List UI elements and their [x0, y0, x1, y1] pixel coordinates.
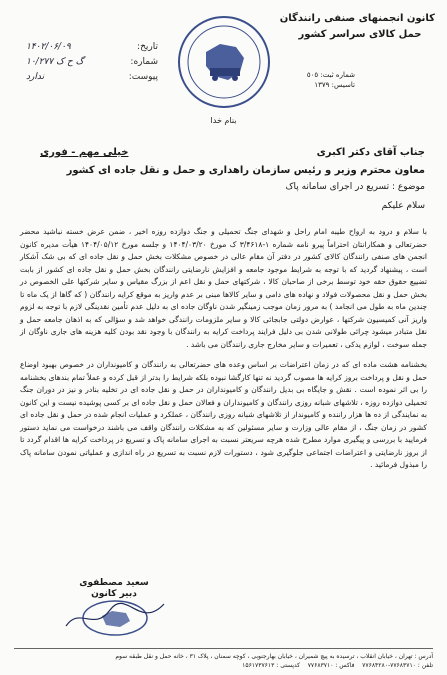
greeting: سلام علیکم	[381, 201, 425, 211]
signer-role: دبیر کانون	[91, 589, 137, 599]
subject-line	[285, 182, 425, 192]
number-label: شماره:	[130, 57, 158, 67]
subject-text: تسریع در اجرای سامانه پاک	[285, 182, 390, 192]
registration-number: شماره ثبت: ٥٠٥	[306, 71, 355, 79]
organization-name-line1: کانون انجمنهای صنفی رانندگان	[279, 13, 435, 24]
number-row	[26, 55, 166, 70]
organization-header	[279, 12, 435, 42]
footer-fax: فاکس : ۷۷۶۸۳۷۱۰	[307, 662, 355, 669]
registration-info	[275, 70, 355, 90]
footer-address: آدرس : تهران ، خیابان انقلاب ، ترسیده به پیچ شمیران ، خیابان بهارجنوبی ، کوچه سمنان ، پلاک ۳۱ ، خانه حمل و نقل طبقه سوم	[115, 653, 433, 660]
attachment-value: ندارد	[26, 72, 45, 82]
organization-name-line2: حمل کالای سراسر کشور	[298, 29, 422, 40]
date-label: تاریخ:	[137, 42, 158, 52]
date-value: ۱۴۰۲/۰۶/۰۹	[26, 42, 71, 52]
body-paragraph: بخشنامه هشت ماده ای که در زمان اعتراضات بر اساس وعده های حضرتعالی به رانندگان و کامیونداران در خصوص بهبود اوضاع حمل و نقل و پرداخت بروز کرایه ها مصوب گردید نه تنها کارگشا نبوده بلکه شرایط را بدتر از قبل کرده و عملاً تمام بندهای بخشنامه را بی اثر نموده است . نقش و جایگاه بی بدیل رانندگان و کامیونداران در حمل و نقل جاده ای در تخلیه بنادر و نیز در دوران جنگ تحمیلی دوازده روزه ، تلاشهای شبانه روزی رانندگان و کامیونداران و فعالان حمل و نقل جاده ای بر کسی پوشیده نیست و این کانون به نمایندگی از ده ها هزار راننده و کامیوندار از تلاشهای شبانه روزی رانندگان ، عملکرد و عملیات انجام شده در حمل و نقل جاده ای کشور در زمان جنگ ، از مقام عالی وزارت و سایر مسئولین که به مشکلات رانندگان واقف می باشند درخواست می نماید دستور فرمایید با بررسی و پیگیری موارد مطرح شده هرچه سریعتر نسبت به اجرای سامانه پاک و تسریع در پرداخت کرایه ها اقدام گردد تا از بروز نارضایتی و اعتراضات اجتماعی جلوگیری شود ، دستورات لازم نسبت به تسریع در راه اندازی و عملیاتی نمودن سامانه پاک را مبذول فرمائید .	[20, 360, 427, 469]
footer-postal: کدپستی : ۱۵۶۱۷۳۷۶۱۳	[242, 662, 301, 669]
letter-body	[20, 226, 427, 480]
footer-divider	[14, 648, 433, 649]
date-row	[26, 40, 166, 55]
letter-meta	[26, 40, 166, 85]
subject-label: موضوع :	[391, 182, 425, 192]
bismillah: بنام خدا	[210, 116, 237, 125]
footer-phone: تلفن : ۷۷۶۸۳۷۱۰-۷۷۶۸۴۲۸۰	[362, 662, 433, 669]
priority-label: خیلی مهم - فوری	[40, 147, 129, 158]
signer-name: سعید مصطفوی	[79, 578, 149, 588]
establishment-year: تاسیس: ١٣٧٩	[314, 81, 355, 89]
attachment-row	[26, 70, 166, 85]
signature-stamp	[60, 596, 170, 638]
number-value: ۱۰/۲۷۷ گ ح ک	[26, 57, 84, 67]
recipient-name: جناب آقای دکتر اکبری	[316, 147, 425, 158]
recipient-title: معاون محترم وزیر و رئیس سازمان راهداری و حمل و نقل جاده ای کشور	[66, 165, 425, 176]
footer	[14, 652, 433, 670]
attachment-label: پیوست:	[128, 72, 158, 82]
footer-contact	[14, 661, 433, 670]
organization-logo	[176, 14, 272, 110]
body-paragraph: با سلام و درود به ارواح طیبه امام راحل و شهدای جنگ تحمیلی و جنگ دوازده روزه اخیر ، ضمن عرض خسته نباشید محضر حضرتعالی و همکارانتان احتراماً پیرو نامه شماره ۱-۳/۴۶۱۸ ک مورخ ۱۴۰۴/۰۳/۲۰ و جلسه مورخ ۱۴۰۴/۰۵/۱۲ هیأت مدیره کانون انجمن های صنفی رانندگان کالای کشور در دفتر آن مقام عالی در خصوص مشکلات بخش حمل و نقل جاده ای که بی شک آشکار است ، پیشنهاد گردید که با توجه به شرایط موجود جامعه و افزایش نارضایتی رانندگان بخش حمل و نقل جاده ای کشور از بابت تضییع حقوق حقه خود توسط برخی از صاحبان کالا ، شرکتهای حمل و نقل اعم از بزرگ مقیاس و سایر شرکتها علی الخصوص در بخش حمل و نقل محصولات فولاد و نهاده های دامی و سایر کالاها مبنی بر عدم واریز به موقع کرایه رانندگان ( که گاها از یک ماه تا چندین ماه به طول می انجامد ) به مرور زمان موجب زمینگیر شدن ناوگان جاده ای به دلیل عدم تأمین نقدینگی لازم با توجه به لزوم واریز آنی کمیسیون شرکتها ، عوارض دولتی جابجائی کالا و سایر ملزومات رانندگی خواهد شد و سؤالی که به اذهان جامعه حمل و نقل متبادر میشود چرائی طولانی شدن بی دلیل فرایند پرداخت کرایه به رانندگان با وجود نقد بودن کلیه هزینه های جاری ناوگان از جمله سوخت ، لوازم یدکی ، تعمیرات و سایر مخارج جاری رانندگان می باشد .	[20, 227, 428, 349]
